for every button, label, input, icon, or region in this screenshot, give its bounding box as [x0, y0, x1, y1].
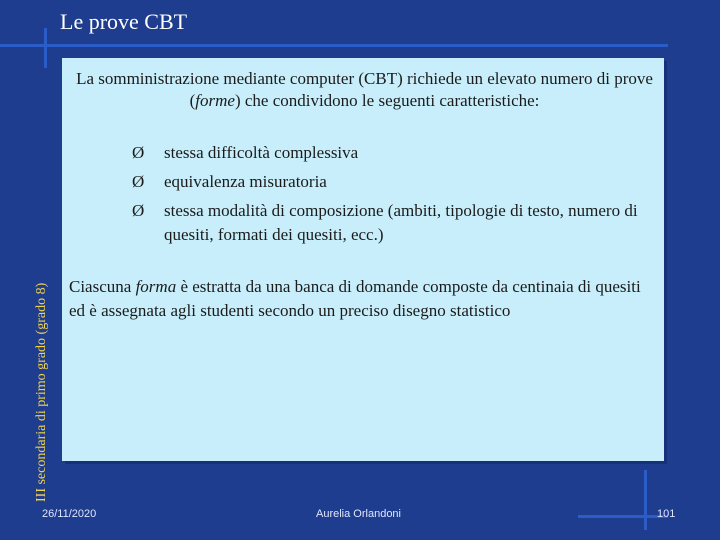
bottom-divider-line	[578, 515, 668, 518]
arrow-bullet-icon: Ø	[132, 201, 145, 220]
paragraph-part2: è estratta da una banca di domande composte da centinaia di quesiti ed è assegnata agli studenti secondo un preciso disegno statistico	[69, 277, 641, 320]
footer-date: 26/11/2020	[42, 508, 97, 520]
slide-title: Le prove CBT	[60, 9, 188, 34]
arrow-bullet-icon: Ø	[132, 143, 145, 162]
paragraph-part1: Ciascuna	[69, 277, 136, 296]
bullet-list	[132, 138, 652, 247]
list-item	[132, 138, 652, 167]
paragraph-italic: forma	[135, 277, 177, 296]
content-box	[62, 58, 664, 461]
list-item	[132, 167, 652, 196]
arrow-bullet-icon: Ø	[132, 172, 145, 191]
bullet-text: equivalenza misuratoria	[164, 172, 327, 191]
page-number: 101	[657, 508, 676, 520]
intro-part2: ) che condividono le seguenti caratteristiche:	[234, 91, 540, 110]
bottom-right-divider-line	[644, 470, 647, 530]
bullet-text: stessa difficoltà complessiva	[164, 143, 359, 162]
list-item	[132, 196, 652, 247]
sidebar-vertical-label: III secondaria di primo grado (grado 8)	[34, 282, 49, 502]
footer-author: Aurelia Orlandoni	[316, 508, 401, 520]
bullet-text: stessa modalità di composizione (ambiti, tipologie di testo, numero di quesiti, formati dei quesiti, ecc.)	[164, 201, 638, 244]
intro-text	[72, 68, 657, 112]
top-divider-line	[0, 44, 668, 47]
intro-part1: La somministrazione mediante computer (CBT) richiede un elevato numero di prove (	[76, 69, 653, 110]
left-divider-line	[44, 28, 47, 68]
intro-italic: forme	[195, 91, 235, 110]
body-paragraph	[69, 275, 654, 323]
